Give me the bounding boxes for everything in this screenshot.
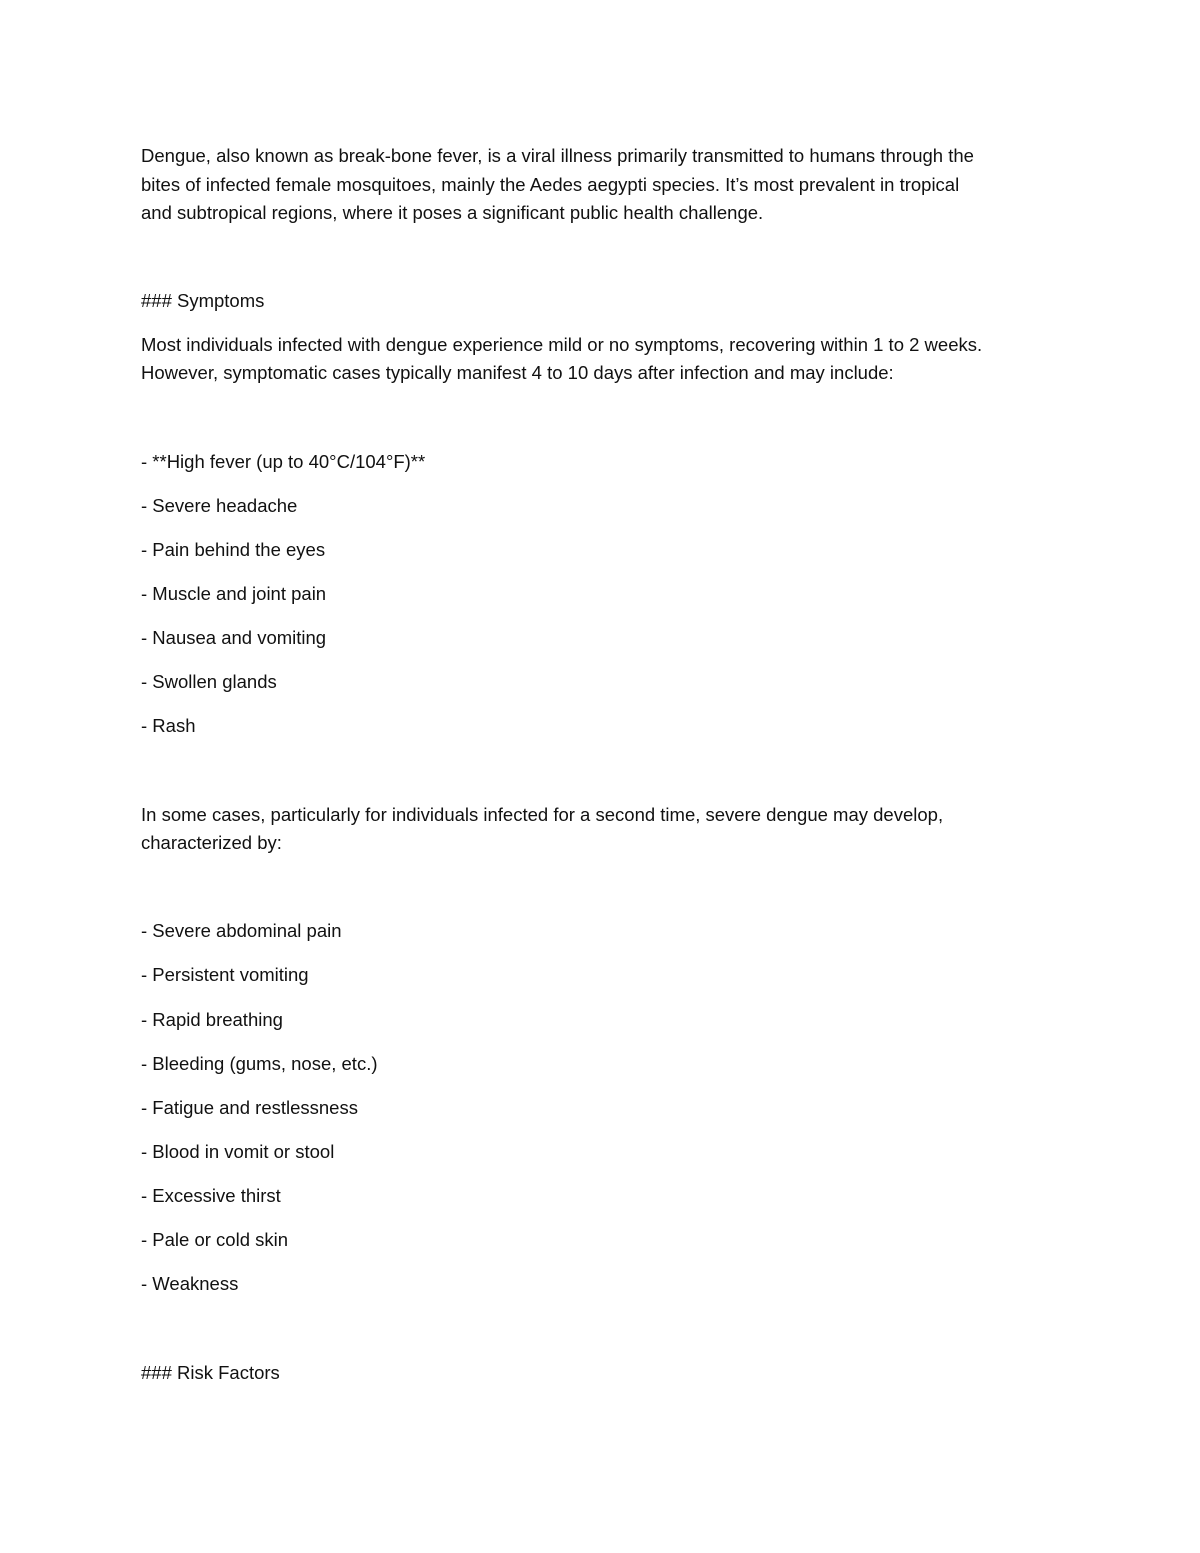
list-item: - Weakness (141, 1273, 239, 1294)
symptoms-para-line-1: Most individuals infected with dengue experience mild or no symptoms, recovering within 1 to 2 weeks. (141, 334, 983, 355)
list-item: - Blood in vomit or stool (141, 1141, 335, 1162)
list-item: - Pain behind the eyes (141, 539, 326, 560)
risk-factors-heading: ### Risk Factors (141, 1362, 280, 1383)
severe-para-line-1: In some cases, particularly for individuals infected for a second time, severe dengue may develop, (141, 804, 944, 825)
list-item: - Severe abdominal pain (141, 920, 342, 941)
list-item: - Fatigue and restlessness (141, 1097, 358, 1118)
intro-line-1: Dengue, also known as break-bone fever, is a viral illness primarily transmitted to humans through the (141, 145, 974, 166)
list-item: - Persistent vomiting (141, 964, 309, 985)
list-item: - Pale or cold skin (141, 1229, 289, 1250)
intro-line-2: bites of infected female mosquitoes, mainly the Aedes aegypti species. It’s most prevalent in tropical (141, 174, 960, 195)
list-item: - Muscle and joint pain (141, 583, 327, 604)
intro-line-3: and subtropical regions, where it poses a significant public health challenge. (141, 202, 764, 223)
list-item: - Severe headache (141, 495, 298, 516)
list-item: - Bleeding (gums, nose, etc.) (141, 1053, 378, 1074)
list-item: - Rapid breathing (141, 1009, 283, 1030)
severe-para-line-2: characterized by: (141, 832, 282, 853)
symptoms-heading: ### Symptoms (141, 290, 265, 311)
list-item: - Nausea and vomiting (141, 627, 327, 648)
list-item: - Excessive thirst (141, 1185, 281, 1206)
symptoms-para-line-2: However, symptomatic cases typically manifest 4 to 10 days after infection and may include: (141, 362, 894, 383)
list-item: - Swollen glands (141, 671, 277, 692)
list-item: - **High fever (up to 40°C/104°F)** (141, 451, 426, 472)
list-item: - Rash (141, 715, 196, 736)
